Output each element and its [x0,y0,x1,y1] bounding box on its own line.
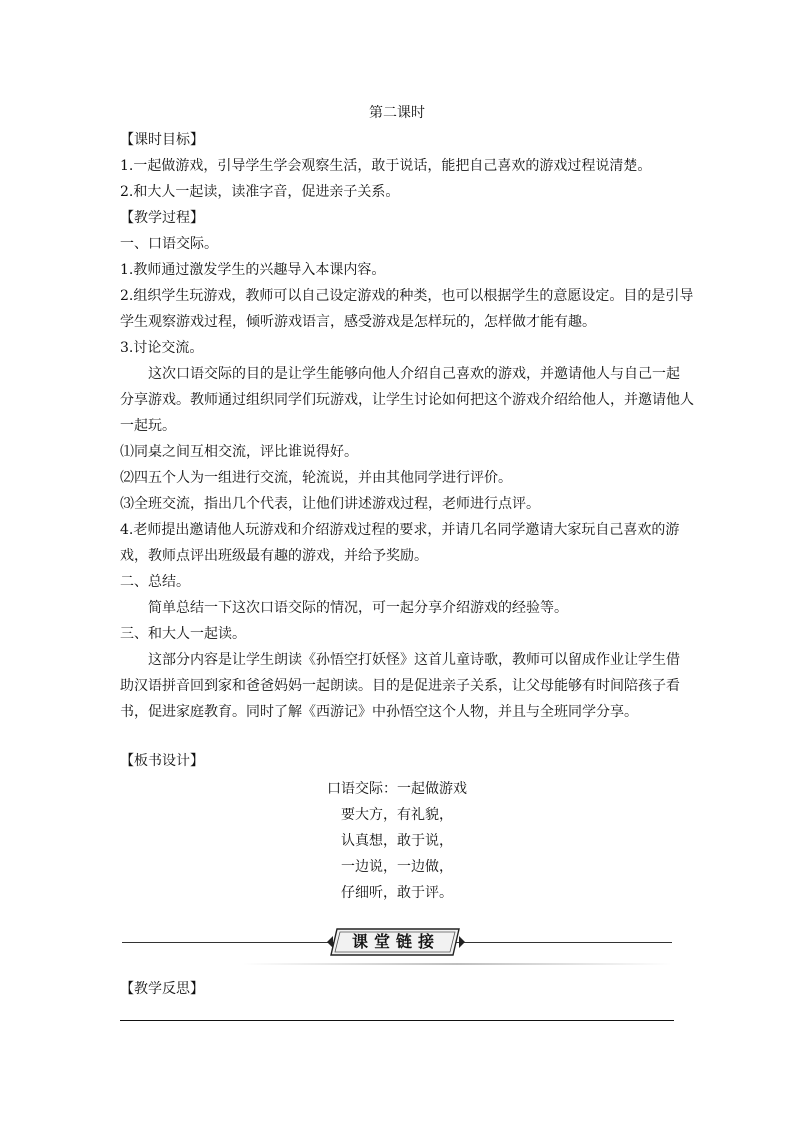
step-4-line-1: 4.老师提出邀请他人玩游戏和介绍游戏过程的要求，并请几名同学邀请大家玩自己喜欢的游 [120,522,680,538]
board-design-header: 【板书设计】 [120,753,204,769]
goals-header: 【课时目标】 [120,132,204,148]
divider-shadow [242,963,672,965]
reading-para-line-3: 书，促进家庭教育。同时了解《西游记》中孙悟空这个人物，并且与全班同学分享。 [120,704,638,720]
board-line-4: 一边说，一边做， [341,859,453,875]
goal-item-1: 1.一起做游戏，引导学生学会观察生活，敢于说话，能把自己喜欢的游戏过程说清楚。 [120,158,652,174]
lesson-title: 第二课时 [369,105,425,121]
main-content [120,127,694,725]
step-1: 1.教师通过激发学生的兴趣导入本课内容。 [120,262,386,278]
board-line-5: 仔细听，敢于评。 [341,885,453,901]
board-line-1: 口语交际：一起做游戏 [327,781,467,797]
banner-label: 课堂链接 [351,932,440,951]
step-2-line-1: 2.组织学生玩游戏，教师可以自己设定游戏的种类，也可以根据学生的意愿设定。目的是引导 [120,288,694,304]
sub-step-1: ⑴同桌之间互相交流，评比谁说得好。 [120,444,358,460]
discussion-para-line-1: 这次口语交际的目的是让学生能够向他人介绍自己喜欢的游戏，并邀请他人与自己一起 [148,366,680,382]
discussion-para-line-3: 一起玩。 [120,418,176,434]
reading-para-line-2: 助汉语拼音回到家和爸爸妈妈一起朗读。目的是促进亲子关系，让父母能够有时间陪孩子看 [120,678,680,694]
class-link-divider [122,928,672,960]
class-link-banner [327,928,465,956]
board-line-2: 要大方，有礼貌， [341,807,453,823]
board-line-3: 认真想，敢于说， [341,833,453,849]
reflection-rule [120,1020,674,1021]
section-read-with-adults: 三、和大人一起读。 [120,626,246,642]
sub-step-3: ⑶全班交流，指出几个代表，让他们讲述游戏过程，老师进行点评。 [120,496,540,512]
section-oral-communication: 一、口语交际。 [120,236,218,252]
section-summary: 二、总结。 [120,574,190,590]
discussion-para-line-2: 分享游戏。教师通过组织同学们玩游戏，让学生讨论如何把这个游戏介绍给他人，并邀请他人 [120,392,694,408]
step-4-line-2: 戏，教师点评出班级最有趣的游戏，并给予奖励。 [120,548,428,564]
reading-para-line-1: 这部分内容是让学生朗读《孙悟空打妖怪》这首儿童诗歌，教师可以留成作业让学生借 [148,652,680,668]
step-3: 3.讨论交流。 [120,340,204,356]
board-design [0,776,794,906]
sub-step-2: ⑵四五个人为一组进行交流，轮流说，并由其他同学进行评价。 [120,470,512,486]
step-2-line-2: 学生观察游戏过程，倾听游戏语言，感受游戏是怎样玩的，怎样做才能有趣。 [120,314,596,330]
teaching-reflection-header: 【教学反思】 [120,981,204,997]
process-header: 【教学过程】 [120,210,204,226]
goal-item-2: 2.和大人一起读，读准字音，促进亲子关系。 [120,184,400,200]
summary-para: 简单总结一下这次口语交际的情况，可一起分享介绍游戏的经验等。 [148,600,568,616]
